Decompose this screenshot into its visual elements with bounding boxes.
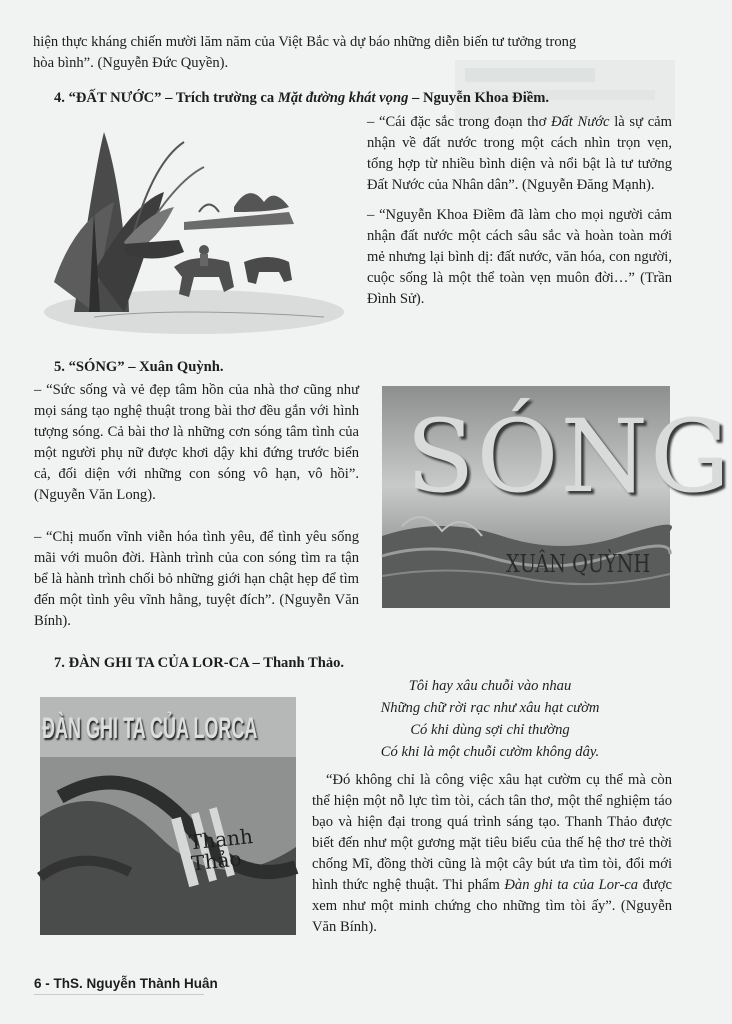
section-4-heading: 4. “ĐẤT NƯỚC” – Trích trường ca Mặt đường khát vọng – Nguyễn Khoa Điềm. bbox=[54, 90, 550, 106]
poem-line: Có khi là một chuỗi cườm không dây. bbox=[380, 744, 600, 760]
section-7-quote: “Đó không chỉ là công việc xâu hạt cườm cụ thể mà còn thể hiện một nỗ lực tìm tòi, cách tân thơ, một thể nghiệm táo bạo và hiện đại trong quá trình sáng tạo. Thanh Thảo được biết đến như một gương mặt tiêu biểu của thế hệ thơ trẻ thời chống Mĩ, đồng thời cũng là một cây bút ưa tìm tòi, đổi mới hình thức nghệ thuật. Thi phẩm Đàn ghi ta của Lor-ca được xem như một minh chứng cho những tìm tòi ấy”. (Nguyễn Văn Bính). bbox=[312, 772, 672, 935]
poem-line: Những chữ rời rạc như xâu hạt cườm bbox=[380, 700, 600, 716]
footer-author: ThS. Nguyễn Thành Huân bbox=[53, 976, 218, 991]
song-image-title: SÓNG bbox=[406, 398, 732, 515]
intro-line-2: hòa bình”. (Nguyễn Đức Quyền). bbox=[33, 55, 229, 71]
section-7-heading: 7. ĐÀN GHI TA CỦA LOR-CA – Thanh Thảo. bbox=[54, 655, 345, 671]
section-5-quote-2: – “Chị muốn vĩnh viễn hóa tình yêu, để tình yêu sống mãi với muôn đời. Hành trình của con sóng tìm ra tận bể là hành trình chối bỏ những giới hạn chật hẹp để tìm đến một tình yêu vĩnh hằng, tuyệt đích”. (Nguyễn Văn Bính). bbox=[34, 529, 359, 629]
song-image-author: XUÂN QUỲNH bbox=[505, 550, 650, 578]
poem-line: Có khi dùng sợi chỉ thường bbox=[410, 722, 570, 738]
page-number: 6 bbox=[34, 976, 42, 991]
intro-line-1: hiện thực kháng chiến mười lăm năm của Việt Bắc và dự báo những diễn biến tư tưởng trong bbox=[33, 34, 577, 50]
section-7-poem bbox=[310, 675, 670, 763]
section-4-work-title: Mặt đường khát vọng bbox=[277, 90, 409, 106]
footer-rule bbox=[34, 994, 204, 995]
section-4-quote-1: – “Cái đặc sắc trong đoạn thơ Đất Nước là sự cảm nhận về đất nước trong một cách nhìn trọn vẹn, tổng hợp từ nhiều bình diện và nổi bật là tư tưởng Đất Nước của Nhân dân”. (Nguyễn Đăng Mạnh). bbox=[367, 114, 672, 193]
section-5-heading: 5. “SÓNG” – Xuân Quỳnh. bbox=[54, 359, 224, 375]
dan-ghi-ta-cover-image bbox=[40, 697, 296, 935]
poem-line: Tôi hay xâu chuỗi vào nhau bbox=[408, 678, 572, 694]
dan-ghi-ta-image-author: Thanh Thảo bbox=[187, 823, 254, 876]
section-5-quote-1: – “Sức sống và vẻ đẹp tâm hồn của nhà thơ cũng như mọi sáng tạo nghệ thuật trong bài thơ đều gắn với hình tượng sóng. Cả bài thơ là những cơn sóng tâm tình của một người phụ nữ được khơi dậy khi đứng trước biển cả, đối diện với những con sóng vô hạn, vô hồi”. (Nguyễn Văn Long). bbox=[34, 382, 359, 503]
dat-nuoc-illustration bbox=[34, 112, 334, 334]
section-4-quote-2: – “Nguyễn Khoa Điềm đã làm cho mọi người cảm nhận đất nước một cách sâu sắc và hoàn toàn mới mẻ nhưng lại bình dị: đất nước, văn hóa, con người, cuộc sống là một thể toàn vẹn muôn đời…” (Trần Đình Sử). bbox=[367, 207, 672, 307]
song-cover-image bbox=[382, 386, 732, 608]
page-footer: 6 - ThS. Nguyễn Thành Huân bbox=[34, 976, 218, 991]
dan-ghi-ta-image-title: ĐÀN GHI TA CỦA LORCA bbox=[42, 712, 258, 745]
